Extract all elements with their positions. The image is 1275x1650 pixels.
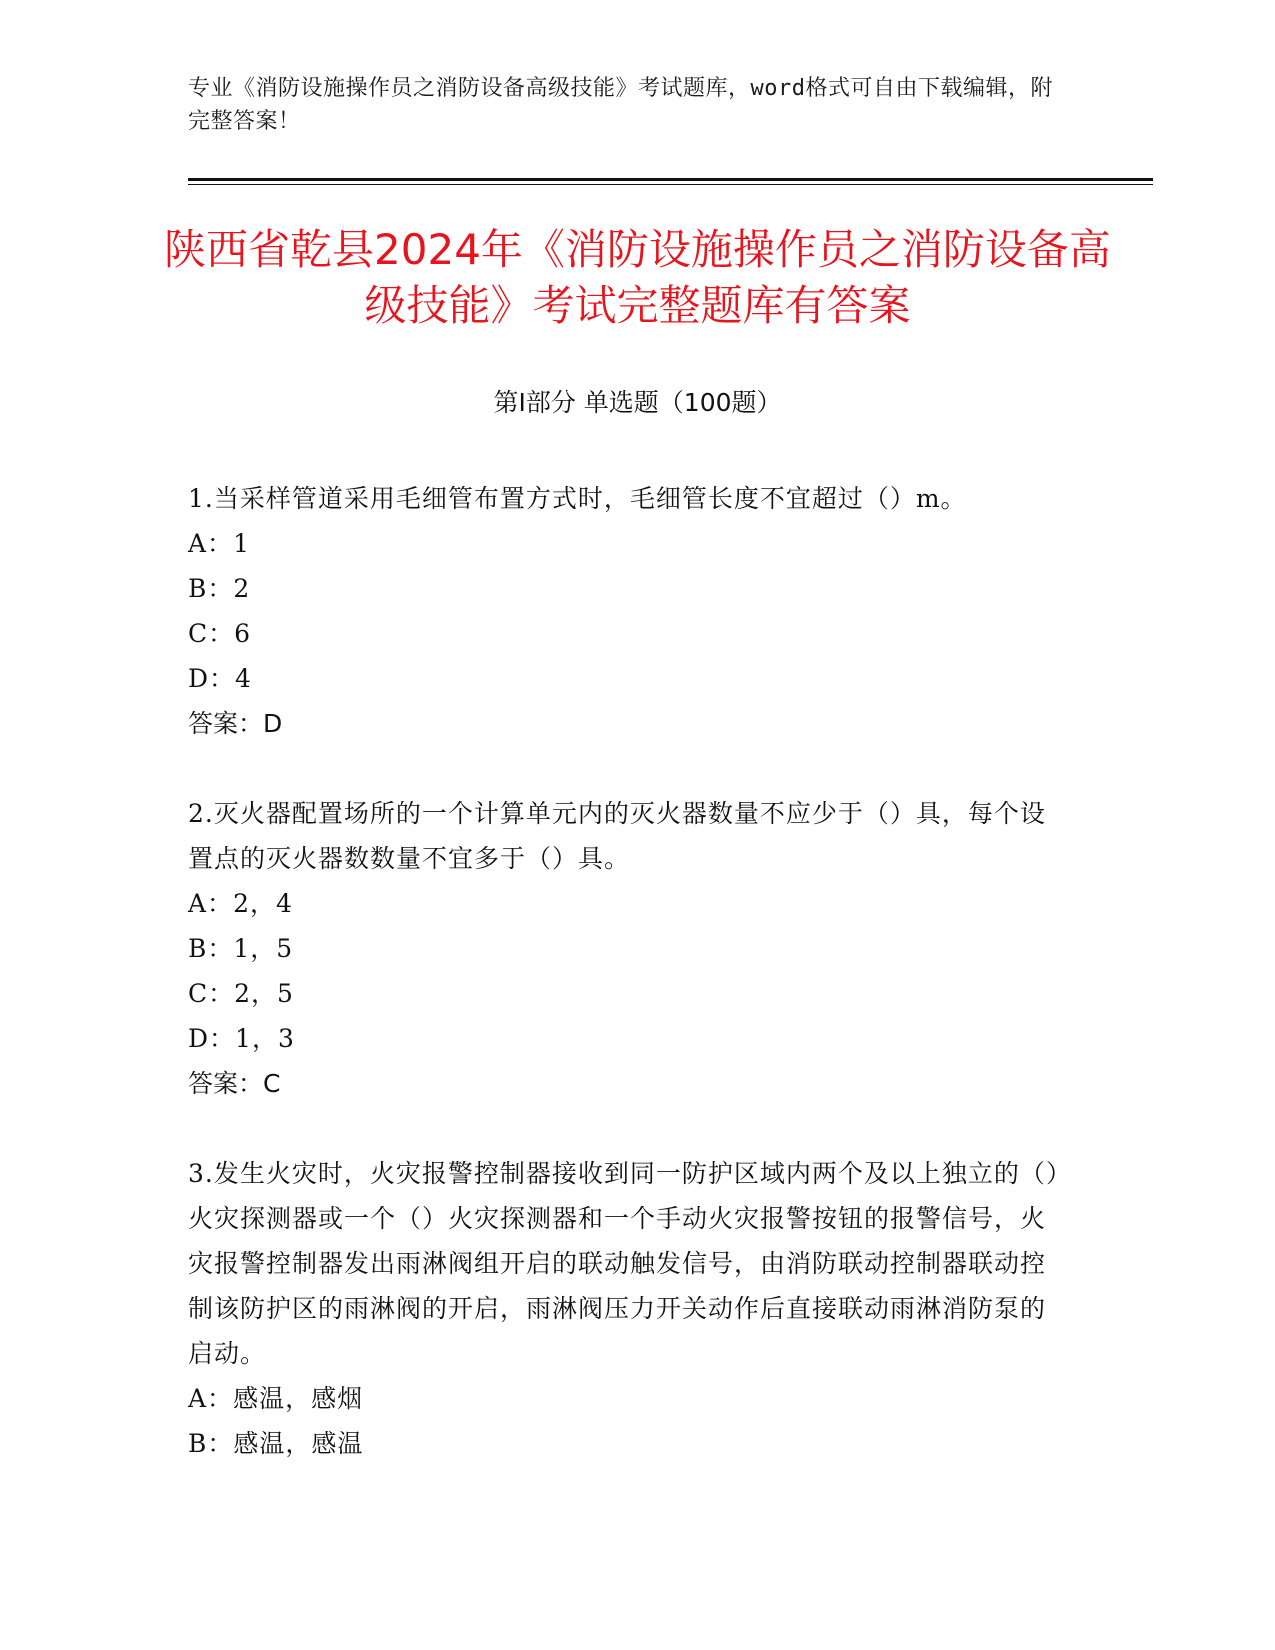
- option-letter: A：: [188, 889, 234, 918]
- option-d: [188, 1016, 1068, 1061]
- option-letter: A：: [188, 1384, 234, 1413]
- option-c: [188, 611, 1068, 656]
- option-text: 4: [235, 664, 252, 693]
- section-title: 第Ⅰ部分 单选题（100题）: [493, 388, 782, 417]
- option-b: [188, 566, 1068, 611]
- option-b: [188, 1421, 1068, 1466]
- option-c: [188, 971, 1068, 1016]
- option-text: 感温，感温: [233, 1429, 364, 1458]
- header-rule-thick: [188, 178, 1153, 181]
- document-title: 陕西省乾县2024年《消防设施操作员之消防设备高级技能》考试完整题库有答案: [164, 225, 1111, 330]
- header-note: 专业《消防设施操作员之消防设备高级技能》考试题库，word格式可自由下载编辑，附完整答案！: [188, 76, 1053, 134]
- question-stem: 2.灭火器配置场所的一个计算单元内的灭火器数量不应少于（）具，每个设置点的灭火器数数量不宜多于（）具。: [188, 799, 1046, 873]
- answer-line: 答案：D: [188, 709, 283, 738]
- option-d: [188, 656, 1068, 701]
- header-rule-thin: [188, 184, 1153, 185]
- option-a: [188, 881, 1068, 926]
- option-text: 1，5: [233, 934, 294, 963]
- question-stem: 3.发生火灾时，火灾报警控制器接收到同一防护区域内两个及以上独立的（）火灾探测器或一个（）火灾探测器和一个手动火灾报警按钮的报警信号，火灾报警控制器发出雨淋阀组开启的联动触发信号，由消防联动控制器联动控制该防护区的雨淋阀的开启，雨淋阀压力开关动作后直接联动雨淋消防泵的启动。: [188, 1159, 1060, 1368]
- option-text: 2: [233, 574, 251, 603]
- option-a: [188, 521, 1068, 566]
- question-stem: 1.当采样管道采用毛细管布置方式时，毛细管长度不宜超过（）m。: [188, 484, 967, 513]
- option-letter: C：: [188, 619, 235, 648]
- option-letter: D：: [188, 1024, 236, 1053]
- question-2: [188, 791, 1068, 1106]
- answer-line: 答案：C: [188, 1069, 281, 1098]
- option-a: [188, 1376, 1068, 1421]
- question-list: [188, 476, 1068, 1511]
- option-letter: B：: [188, 934, 234, 963]
- option-b: [188, 926, 1068, 971]
- option-letter: A：: [188, 529, 234, 558]
- option-letter: B：: [188, 1429, 234, 1458]
- option-text: 2，5: [234, 979, 294, 1008]
- option-text: 感温，感烟: [233, 1384, 364, 1413]
- option-text: 2，4: [233, 889, 293, 918]
- question-3: [188, 1151, 1068, 1466]
- option-letter: B：: [188, 574, 234, 603]
- option-text: 6: [234, 619, 252, 648]
- question-1: [188, 476, 1068, 746]
- option-text: 1: [233, 529, 250, 558]
- option-letter: D：: [188, 664, 236, 693]
- option-letter: C：: [188, 979, 235, 1008]
- option-text: 1，3: [235, 1024, 295, 1053]
